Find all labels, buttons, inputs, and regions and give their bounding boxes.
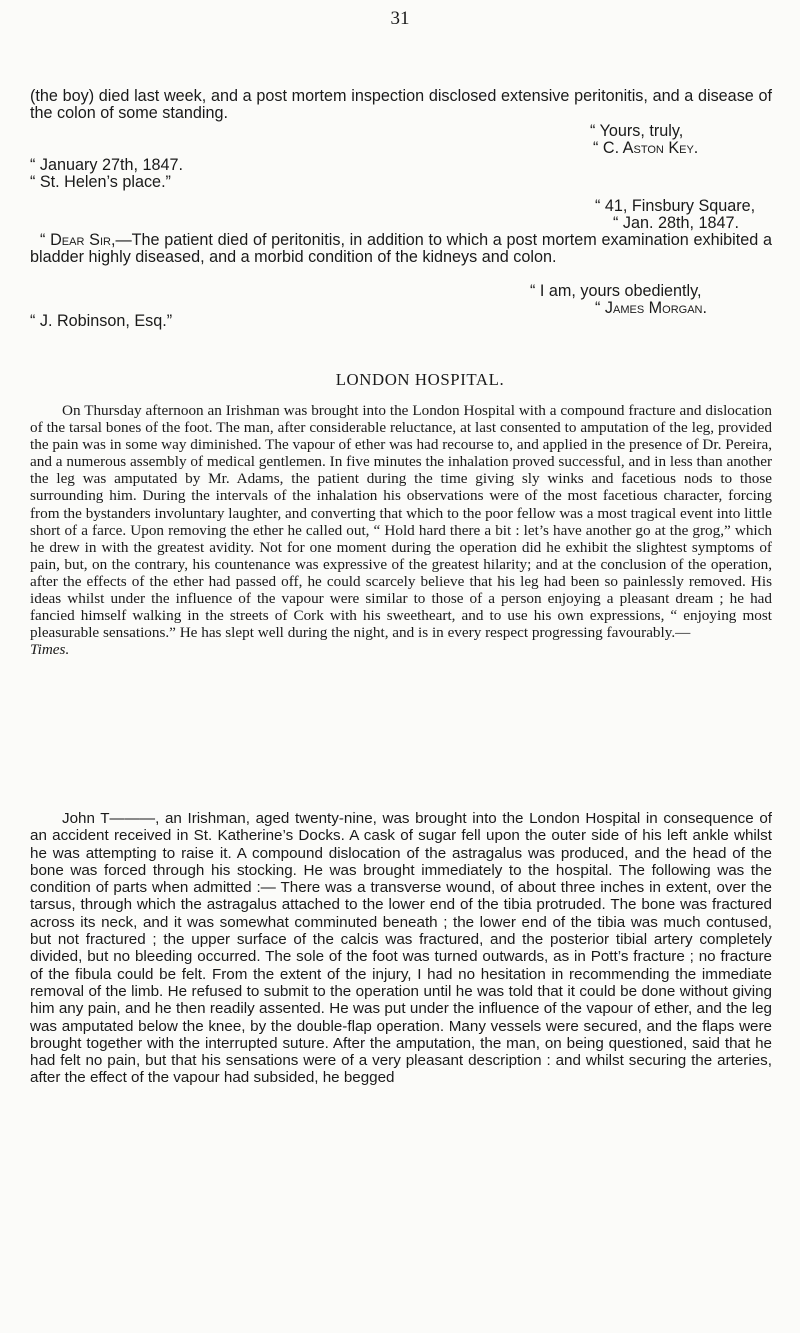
- article1-text: On Thursday afternoon an Irishman was brought into the London Hospital with a compound fracture and dislocation of the tarsal bones of the foot. The man, after considerable reluctance, at last consented to amputation of the leg, provided the pain was in some way diminished. The vapour of ether was had recourse to, and applied in the presence of Dr. Pereira, and a numerous assembly of medical gentlemen. In five minutes the inhalation proved successful, and in less than another the leg was amputated by Mr. Adams, the patient during the time giving sly winks and facetious nods to those surrounding him. During the intervals of the inhalation his observations were of the most facetious character, forcing from the bystanders involuntary laughter, and converting that which to the poor fellow was a most tragical event into little short of a farce. Upon removing the ether he called out, “ Hold hard there a bit : let’s have another go at the grog,” which he drew in with the greatest avidity. Not for one moment during the operation did he exhibit the slightest symptoms of pain, but, on the contrary, his countenance was expressive of the greatest hilarity; and at the conclusion of the operation, after the effects of the ether had passed off, he could scarcely believe that his leg had been so painlessly removed. His ideas whilst under the influence of the vapour were similar to those of a person enjoying a pleasant dream ; he had fancied himself walking in the streets of Cork with his sweetheart, and to use his own expressions, “ enjoying most pleasurable sensations.” He has slept well during the night, and is in every respect progressing favourably.—: [30, 402, 772, 642]
- section-heading: LONDON HOSPITAL.: [335, 370, 505, 389]
- letter2-body-text: —The patient died of peritonitis, in addition to which a post mortem examination exhibited a bladder highly diseased, and a morbid condition of the kidneys and colon.: [30, 231, 772, 266]
- letter2-body: [30, 232, 772, 266]
- letter1-signature: “ C. Aston Key.: [593, 139, 699, 157]
- letter1-date: “ January 27th, 1847.: [30, 156, 183, 174]
- letter2-date: “ Jan. 28th, 1847.: [613, 214, 739, 232]
- article1-paragraph: [30, 402, 772, 658]
- article1-source: Times.: [30, 641, 70, 659]
- letter1-body: (the boy) died last week, and a post mortem inspection disclosed extensive peritonitis, and a disease of the colon of some standing.: [30, 87, 772, 122]
- letter2-signature: “ James Morgan.: [595, 299, 707, 317]
- letter2-closing: “ I am, yours obediently,: [530, 282, 702, 300]
- letter2-salutation: “ Dear Sir,: [40, 231, 116, 249]
- letter2-recipient: “ J. Robinson, Esq.”: [30, 312, 173, 330]
- letter1-place: “ St. Helen’s place.”: [30, 173, 171, 191]
- page-number: 31: [390, 8, 410, 29]
- article2-paragraph: John T———, an Irishman, aged twenty-nine, was brought into the London Hospital in consequence of an accident received in St. Katherine’s Docks. A cask of sugar fell upon the outer side of his left ankle whilst he was attempting to raise it. A compound dislocation of the astragalus was produced, and the head of the bone was forced through his stocking. He was brought immediately to the hospital. The following was the condition of parts when admitted :— There was a transverse wound, of about three inches in extent, over the tarsus, through which the astragalus attached to the lower end of the tibia protruded. The bone was fractured across its neck, and it was somewhat comminuted beneath ; the lower end of the tibia was much contused, but not fractured ; the upper surface of the calcis was fractured, and the posterior tibial artery completely divided, but no bleeding occurred. The sole of the foot was turned outwards, as in Pott’s fracture ; no fracture of the fibula could be felt. From the extent of the injury, I had no hesitation in recommending the immediate removal of the limb. He refused to submit to the operation until he was told that it could be done without giving him any pain, and he then readily assented. He was put under the influence of the vapour of ether, and the leg was amputated below the knee, by the double-flap operation. Many vessels were secured, and the flaps were brought together with the interrupted suture. After the amputation, the man, on being questioned, said that he had felt no pain, but that his sensations were of a very pleasant description : and whilst securing the arteries, after the effect of the vapour had subsided, he begged: [30, 810, 772, 1087]
- letter1-closing: “ Yours, truly,: [590, 122, 684, 140]
- letter2-address: “ 41, Finsbury Square,: [595, 197, 756, 215]
